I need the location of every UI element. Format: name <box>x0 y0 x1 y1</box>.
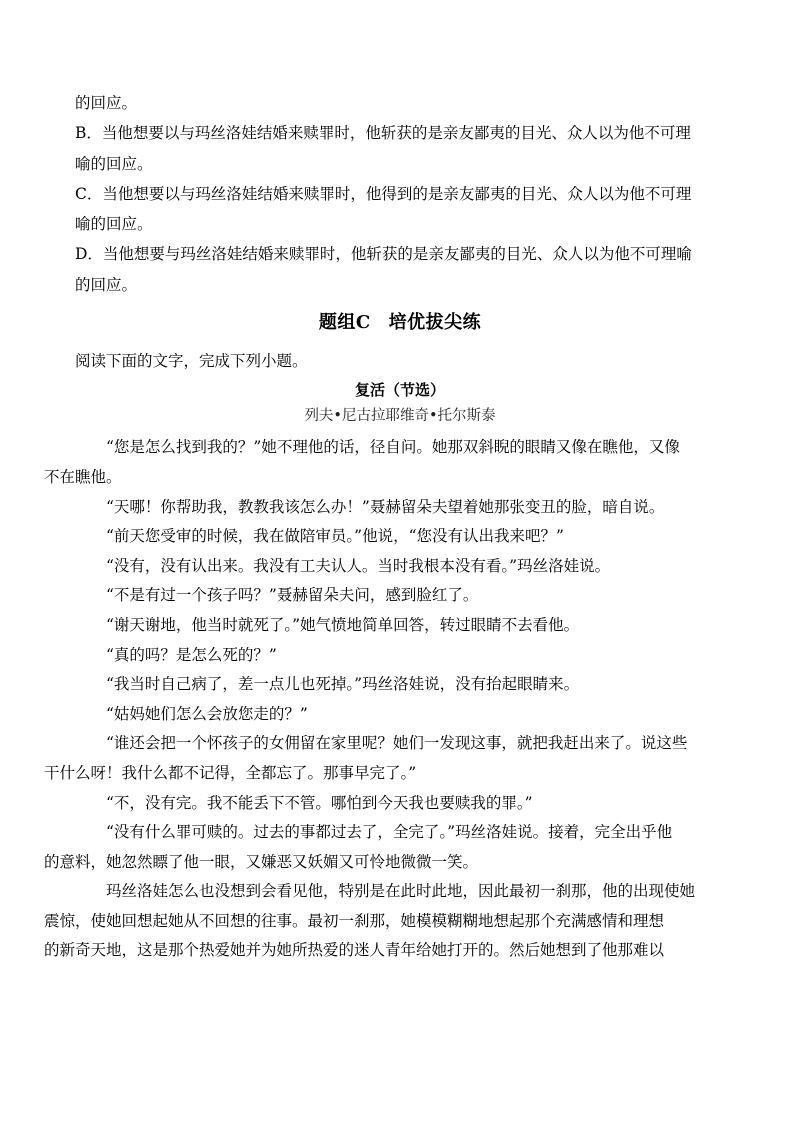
paragraph-text: “姑妈她们怎么会放您走的？” <box>106 704 308 723</box>
article-paragraph <box>44 877 725 966</box>
paragraph-text: “不是有过一个孩子吗？”聂赫留朵夫问，感到脸红了。 <box>106 586 479 605</box>
paragraph-text: 不在瞧他。 <box>44 467 122 486</box>
section-heading <box>75 311 725 335</box>
article-paragraph <box>44 729 725 788</box>
article-paragraph <box>75 670 725 700</box>
option-text-line: 的回应。 <box>75 94 138 112</box>
article-paragraph <box>75 789 725 819</box>
section-label: 题组C <box>318 312 371 334</box>
paragraph-text: 的意料，她忽然瞟了他一眼，又嫌恶又妖媚又可怜地微微一笑。 <box>44 852 479 871</box>
paragraph-text: 震惊，使她回想起她从不回想的往事。最初一刹那，她模模糊糊地想起那个充满感情和理想 <box>44 911 665 930</box>
article-body <box>44 433 725 966</box>
paragraph-text: “谁还会把一个怀孩子的女佣留在家里呢？她们一发现这事，就把我赶出来了。说这些 <box>106 734 688 753</box>
paragraph-text: “没有，没有认出来。我没有工夫认人。当时我根本没有看。”玛丝洛娃说。 <box>106 556 611 575</box>
option-text-line: 喻的回应。 <box>75 215 153 234</box>
article-paragraph <box>75 641 725 671</box>
article-author: 列夫•尼古拉耶维奇•托尔斯泰 <box>304 408 496 425</box>
option-text-line: 喻的回应。 <box>75 154 153 173</box>
article-paragraph <box>75 552 725 582</box>
article-paragraph <box>44 433 725 492</box>
instruction-text: 阅读下面的文字，完成下列小题。 <box>75 352 308 371</box>
option-d-line: D．当他想要与玛丝洛娃结婚来赎罪时，他斩获的是亲友鄙夷的目光、众人以为他不可理喻 <box>75 245 692 264</box>
paragraph-text: 玛丝洛娃怎么也没想到会看见他，特别是在此时此地，因此最初一刹那，他的出现使她 <box>106 882 696 901</box>
article-paragraph <box>75 522 725 552</box>
option-b-line: B．当他想要以与玛丝洛娃结婚来赎罪时，他斩获的是亲友鄙夷的目光、众人以为他不可理 <box>75 124 691 143</box>
paragraph-text: “您是怎么找到我的？”她不理他的话，径自问。她那双斜睨的眼睛又像在瞧他，又像 <box>106 438 680 457</box>
option-text-line: 的回应。 <box>75 275 138 294</box>
section-title: 培优拔尖练 <box>388 312 482 334</box>
paragraph-text: “不，没有完。我不能丢下不管。哪怕到今天我也要赎我的罪。” <box>106 793 533 812</box>
document-page <box>44 88 725 966</box>
article-paragraph <box>75 493 725 523</box>
article-paragraph <box>75 700 725 730</box>
option-c-line: C．当他想要以与玛丝洛娃结婚来赎罪时，他得到的是亲友鄙夷的目光、众人以为他不可理 <box>75 184 692 203</box>
paragraph-text: “真的吗？是怎么死的？” <box>106 645 277 664</box>
article-paragraph <box>75 581 725 611</box>
article-paragraph <box>75 611 725 641</box>
paragraph-text: 干什么呀！我什么都不记得，全都忘了。那事早完了。” <box>44 763 417 782</box>
article-title: 复活（节选） <box>354 381 445 400</box>
answer-options <box>75 88 725 300</box>
paragraph-text: “前天您受审的时候，我在做陪审员。”他说，“您没有认出我来吧？” <box>106 527 564 546</box>
paragraph-text: 的新奇天地，这是那个热爱她并为她所热爱的迷人青年给她打开的。然后她想到了他那难以 <box>44 941 665 960</box>
paragraph-text: “谢天谢地，他当时就死了。”她气愤地简单回答，转过眼睛不去看他。 <box>106 615 580 634</box>
paragraph-text: “天哪！你帮助我，教教我该怎么办！”聂赫留朵夫望着她那张变丑的脸，暗自说。 <box>106 497 665 516</box>
paragraph-text: “没有什么罪可赎的。过去的事都过去了，全完了。”玛丝洛娃说。接着，完全出乎他 <box>106 823 673 842</box>
article-paragraph <box>44 818 725 877</box>
paragraph-text: “我当时自己病了，差一点儿也死掉。”玛丝洛娃说，没有抬起眼睛来。 <box>106 675 580 694</box>
